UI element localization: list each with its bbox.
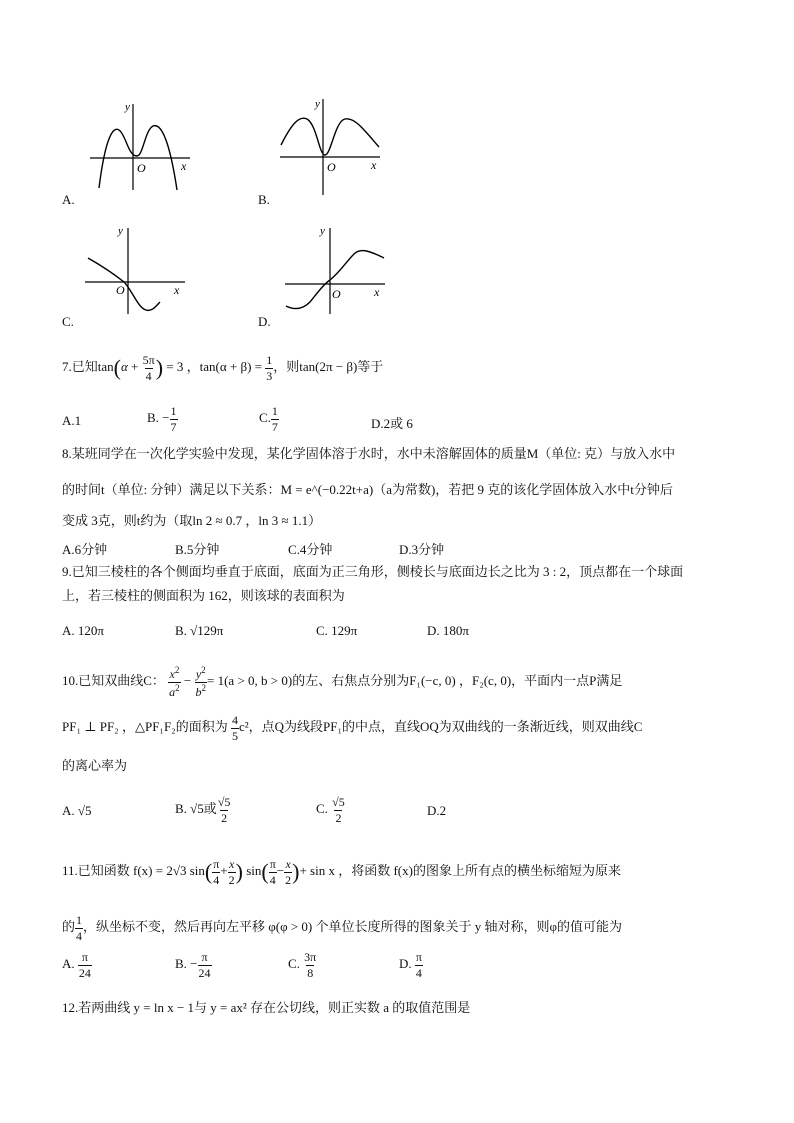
graph-b-origin: O [327,160,336,174]
q10-option-b: B. √5或 $\frac{√5}{2}$ [175,795,231,825]
q7-option-b: B. − $\frac{1}{7}$ [147,404,177,434]
q12-line-1: 12.若两曲线 y = ln x − 1与 y = ax² 存在公切线，则正实数 a 的取值范围是 [62,1000,471,1015]
q8-line-1: 8.某班同学在一次化学实验中发现，某化学固体溶于水时，水中未溶解固体的质量M（单位: 克）与放入水中 [62,446,676,461]
q10-line-2: PF₁ ⊥ PF₂ ，△PF₁F₂的面积为 $\frac{4}{5}$ c²，点Q为线段PF₁的中点，直线OQ为双曲线的一条渐近线，则双曲线C [62,713,643,743]
q9-option-c: C. 129π [316,623,358,638]
graph-b-x-label: x [371,158,377,172]
q10-option-a: A. √5 [62,803,92,818]
q9-option-d: D. 180π [427,623,469,638]
graph-b-y-label: y [315,98,320,110]
q7-fraction-2: $\frac{1}{3}$ [266,353,273,383]
q10-option-d: D.2 [427,803,447,818]
graph-d-x-label: x [374,285,380,299]
graph-d-option-label: D. [258,314,271,329]
graph-d-origin: O [332,287,341,301]
graph-c-origin: O [116,283,125,297]
q9-line-2: 上，若三棱柱的侧面积为 162，则该球的表面积为 [62,588,345,603]
graph-b [275,95,385,197]
q7-question: ，则tan(2π − β)等于 [273,359,384,375]
graph-d-y-label: y [320,225,325,237]
q9-line-1: 9.已知三棱柱的各个侧面均垂直于底面，底面为正三角形，侧棱长与底面边长之比为 3 : 2，顶点都在一个球面 [62,564,684,579]
q7-fraction: $\frac{5\pi}{4}$ [142,353,155,383]
q11-line-2: 的 $\frac{1}{4}$ ，纵坐标不变，然后再向左平移 φ(φ > 0) 个单位长度所得的图象关于 y 轴对称，则φ的值可能为 [62,913,623,943]
graph-a-x-label: x [181,159,187,173]
q8-line-2: 的时间t（单位: 分钟）满足以下关系：M = e^(−0.22t+a)（a为常数)，若把 9 克的该化学固体放入水中t分钟后 [62,482,673,497]
q9-option-b: B. √129π [175,623,224,638]
graph-a-option-label: A. [62,192,75,207]
q11-option-c: C. $\frac{3\pi}{8}$ [288,950,317,980]
q8-option-b: B.5分钟 [175,542,220,557]
graph-c-x-label: x [174,283,180,297]
q8-option-c: C.4分钟 [288,542,333,557]
q7-option-d: D.2或 6 [371,416,413,431]
q8-option-d: D.3分钟 [399,542,445,557]
q7-option-a: A.1 [62,413,82,428]
q11-option-d: D. $\frac{\pi}{4}$ [399,950,422,980]
graph-d [280,222,390,317]
q7-stem: 7.已知tan(α + $\frac{5\pi}{4}$ ) = 3 ，tan(α + β) = $\frac{1}{3}$ ，则tan(2π − β)等于 [62,353,384,383]
q10-line-3: 的离心率为 [62,758,128,773]
graph-a [85,100,195,192]
graph-b-curve [281,118,379,155]
graph-c-option-label: C. [62,314,74,329]
q10-option-c: C. $\frac{√5}{2}$ [316,795,345,825]
graph-b-option-label: B. [258,192,270,207]
q11-line-1: 11.已知函数 f(x) = 2√3 sin( $\frac{\pi}{4}$ + $\frac{x}{2}$ ) sin( $\frac{\pi}{4}$ − $\frac{x}{2}$ )+ sin x ，将函数 f(x)的图象上所有点的横坐标缩短为原来 [62,857,621,887]
q7-option-c: C. $\frac{1}{7}$ [259,404,278,434]
q7-number: 7.已知tan [62,359,114,375]
q8-line-3: 变成 3克，则t约为（取ln 2 ≈ 0.7 ，ln 3 ≈ 1.1） [62,513,322,528]
q11-option-a: A. $\frac{\pi}{24}$ [62,950,91,980]
q10-line-1: 10.已知双曲线C： $\frac{x^2}{a^2}$ − $\frac{y^2}{b^2}$ = 1(a > 0, b > 0)的左、右焦点分别为F₁(−c, 0) ，F₂(c, 0)，平面内一点P满足 [62,665,623,699]
graph-a-y-label: y [125,101,130,113]
q9-option-a: A. 120π [62,623,104,638]
graph-c [80,222,190,317]
q11-option-b: B. − $\frac{\pi}{24}$ [175,950,211,980]
graph-c-y-label: y [118,225,123,237]
q8-option-a: A.6分钟 [62,542,108,557]
graph-a-origin: O [137,161,146,175]
q7-condition: = 3 ，tan(α + β) = [166,359,262,375]
